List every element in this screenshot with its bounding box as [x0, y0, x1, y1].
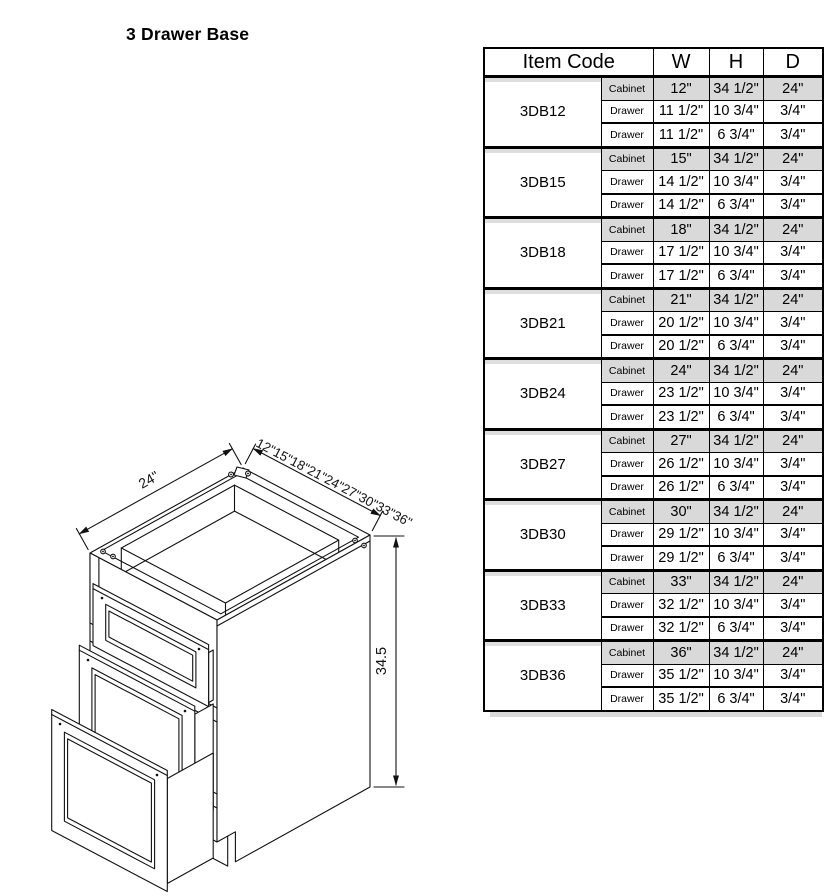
dimension-cell: 6 3/4"	[709, 123, 763, 147]
row-type-cell: Drawer	[601, 523, 653, 546]
dimension-cell: 24"	[763, 359, 823, 383]
dimension-cell: 17 1/2"	[653, 264, 709, 288]
row-type-cell: Cabinet	[601, 147, 653, 171]
table-row	[484, 641, 823, 665]
dimension-cell: 10 3/4"	[709, 312, 763, 335]
dimension-cell: 24"	[763, 218, 823, 242]
dimension-cell: 6 3/4"	[709, 194, 763, 218]
height-dimension-label: 34.5	[374, 646, 390, 676]
dimension-cell: 3/4"	[763, 382, 823, 405]
dimension-cell: 10 3/4"	[709, 241, 763, 264]
dimension-cell: 11 1/2"	[653, 100, 709, 123]
item-code-cell: 3DB33	[484, 570, 601, 641]
dimension-cell: 20 1/2"	[653, 335, 709, 359]
dimension-cell: 24"	[653, 359, 709, 383]
dimension-cell: 34 1/2"	[709, 147, 763, 171]
dimension-cell: 6 3/4"	[709, 264, 763, 288]
dimension-cell: 26 1/2"	[653, 453, 709, 476]
dimension-cell: 10 3/4"	[709, 664, 763, 687]
dimension-cell: 32 1/2"	[653, 617, 709, 641]
column-header-w: W	[653, 48, 709, 77]
dimension-cell: 14 1/2"	[653, 194, 709, 218]
dimension-cell: 34 1/2"	[709, 288, 763, 312]
dimension-cell: 3/4"	[763, 617, 823, 641]
page-title: 3 Drawer Base	[126, 24, 250, 44]
dimension-cell: 3/4"	[763, 194, 823, 218]
dimension-cell: 15"	[653, 147, 709, 171]
item-code-cell: 3DB21	[484, 288, 601, 359]
table-header-row	[484, 48, 823, 77]
dimension-cell: 3/4"	[763, 123, 823, 147]
dimension-cell: 3/4"	[763, 523, 823, 546]
row-type-cell: Drawer	[601, 405, 653, 429]
dimension-cell: 30"	[653, 500, 709, 524]
dimension-cell: 24"	[763, 77, 823, 101]
row-type-cell: Cabinet	[601, 359, 653, 383]
dimension-cell: 17 1/2"	[653, 241, 709, 264]
dimension-cell: 3/4"	[763, 171, 823, 194]
dimension-depth	[76, 444, 241, 550]
dimension-cell: 3/4"	[763, 476, 823, 500]
row-type-cell: Drawer	[601, 194, 653, 218]
dimension-cell: 32 1/2"	[653, 594, 709, 617]
dimension-cell: 23 1/2"	[653, 382, 709, 405]
dimension-cell: 34 1/2"	[709, 570, 763, 594]
table-row	[484, 429, 823, 453]
dimension-cell: 27"	[653, 429, 709, 453]
dimension-cell: 12"	[653, 77, 709, 101]
dimension-cell: 3/4"	[763, 453, 823, 476]
dimension-cell: 24"	[763, 641, 823, 665]
dimension-cell: 6 3/4"	[709, 617, 763, 641]
dimension-cell: 26 1/2"	[653, 476, 709, 500]
table-row	[484, 147, 823, 171]
table-row	[484, 570, 823, 594]
depth-dimension-label: 24"	[135, 467, 162, 492]
item-code-cell: 3DB15	[484, 147, 601, 218]
row-type-cell: Drawer	[601, 264, 653, 288]
row-type-cell: Cabinet	[601, 500, 653, 524]
width-dimension-label: 12"15"18"21"24"27"30"33"36"	[253, 435, 415, 530]
row-type-cell: Drawer	[601, 476, 653, 500]
item-code-cell: 3DB36	[484, 641, 601, 711]
dimension-cell: 24"	[763, 570, 823, 594]
dimension-cell: 20 1/2"	[653, 312, 709, 335]
dimension-cell: 10 3/4"	[709, 523, 763, 546]
row-type-cell: Cabinet	[601, 429, 653, 453]
dimension-cell: 34 1/2"	[709, 641, 763, 665]
dimension-cell: 29 1/2"	[653, 546, 709, 570]
dimension-cell: 3/4"	[763, 264, 823, 288]
dimension-cell: 33"	[653, 570, 709, 594]
dimension-cell: 14 1/2"	[653, 171, 709, 194]
dimension-cell: 29 1/2"	[653, 523, 709, 546]
dimension-cell: 3/4"	[763, 664, 823, 687]
dimension-cell: 35 1/2"	[653, 664, 709, 687]
dimension-cell: 6 3/4"	[709, 546, 763, 570]
dimension-cell: 34 1/2"	[709, 77, 763, 101]
table-row	[484, 218, 823, 242]
table-row	[484, 77, 823, 101]
row-type-cell: Cabinet	[601, 570, 653, 594]
row-type-cell: Cabinet	[601, 218, 653, 242]
row-type-cell: Cabinet	[601, 77, 653, 101]
dimension-height	[374, 536, 404, 787]
column-header-d: D	[763, 48, 823, 77]
row-type-cell: Cabinet	[601, 288, 653, 312]
row-type-cell: Drawer	[601, 241, 653, 264]
row-type-cell: Drawer	[601, 546, 653, 570]
item-code-cell: 3DB30	[484, 500, 601, 571]
table-row	[484, 359, 823, 383]
row-type-cell: Drawer	[601, 617, 653, 641]
dimension-cell: 3/4"	[763, 594, 823, 617]
item-code-cell: 3DB18	[484, 218, 601, 289]
dimension-cell: 21"	[653, 288, 709, 312]
item-code-cell: 3DB27	[484, 429, 601, 500]
dimension-cell: 6 3/4"	[709, 335, 763, 359]
dimension-cell: 6 3/4"	[709, 476, 763, 500]
dimension-cell: 10 3/4"	[709, 453, 763, 476]
dimension-cell: 34 1/2"	[709, 500, 763, 524]
row-type-cell: Drawer	[601, 664, 653, 687]
dimension-cell: 10 3/4"	[709, 171, 763, 194]
column-header-h: H	[709, 48, 763, 77]
dimension-cell: 3/4"	[763, 405, 823, 429]
dimension-cell: 24"	[763, 429, 823, 453]
item-code-cell: 3DB24	[484, 359, 601, 430]
dimension-cell: 24"	[763, 288, 823, 312]
dimension-cell: 6 3/4"	[709, 405, 763, 429]
dimension-cell: 3/4"	[763, 241, 823, 264]
dimension-cell: 10 3/4"	[709, 100, 763, 123]
spec-table-body	[484, 77, 823, 711]
dimension-cell: 36"	[653, 641, 709, 665]
row-type-cell: Drawer	[601, 171, 653, 194]
dimension-cell: 34 1/2"	[709, 359, 763, 383]
dimension-cell: 24"	[763, 147, 823, 171]
dimension-cell: 24"	[763, 500, 823, 524]
dimension-cell: 3/4"	[763, 312, 823, 335]
dimension-cell: 10 3/4"	[709, 382, 763, 405]
cabinet-side-panel	[217, 535, 370, 862]
column-header-item-code: Item Code	[484, 48, 653, 77]
item-code-cell: 3DB12	[484, 77, 601, 148]
dimension-cell: 34 1/2"	[709, 429, 763, 453]
dimension-cell: 10 3/4"	[709, 594, 763, 617]
dimension-cell: 34 1/2"	[709, 218, 763, 242]
dimension-cell: 3/4"	[763, 687, 823, 711]
spec-table	[483, 47, 824, 712]
table-row	[484, 500, 823, 524]
row-type-cell: Drawer	[601, 100, 653, 123]
row-type-cell: Drawer	[601, 335, 653, 359]
row-type-cell: Drawer	[601, 594, 653, 617]
dimension-cell: 11 1/2"	[653, 123, 709, 147]
row-type-cell: Drawer	[601, 687, 653, 711]
spec-table-wrap	[483, 47, 822, 717]
dimension-cell: 3/4"	[763, 100, 823, 123]
row-type-cell: Drawer	[601, 123, 653, 147]
dimension-cell: 6 3/4"	[709, 687, 763, 711]
row-type-cell: Cabinet	[601, 641, 653, 665]
dimension-cell: 18"	[653, 218, 709, 242]
dimension-cell: 35 1/2"	[653, 687, 709, 711]
table-row	[484, 288, 823, 312]
dimension-cell: 3/4"	[763, 335, 823, 359]
dimension-cell: 23 1/2"	[653, 405, 709, 429]
row-type-cell: Drawer	[601, 312, 653, 335]
dimension-cell: 3/4"	[763, 546, 823, 570]
row-type-cell: Drawer	[601, 382, 653, 405]
row-type-cell: Drawer	[601, 453, 653, 476]
